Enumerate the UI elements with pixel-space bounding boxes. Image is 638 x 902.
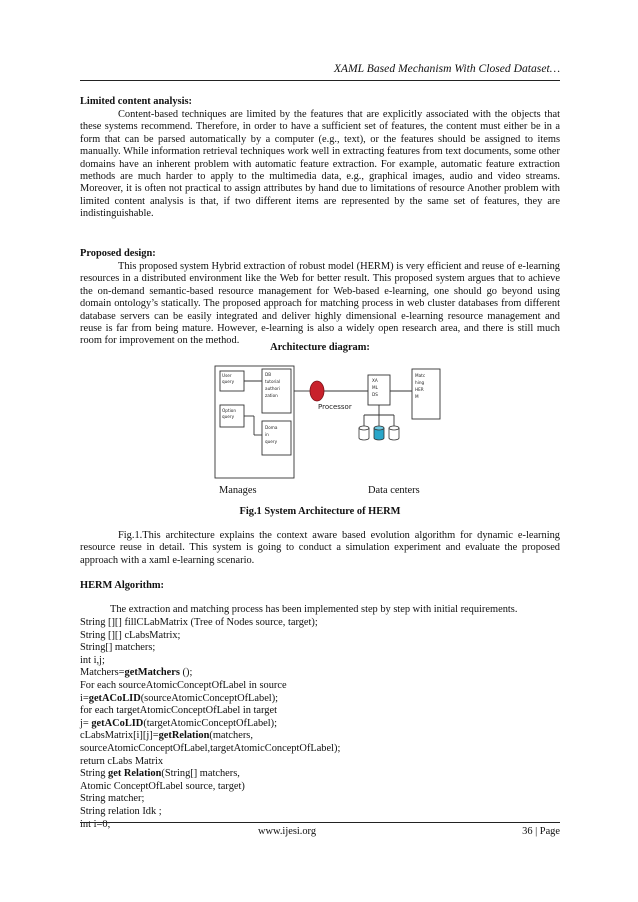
architecture-diagram <box>214 365 444 480</box>
matching-label-4: M <box>415 394 419 399</box>
option-query-label-2: query <box>222 414 235 419</box>
code-function-name: get Relation <box>108 768 162 780</box>
label-data-centers: Data centers <box>368 485 420 496</box>
processor-node <box>310 381 324 401</box>
code-text: For each sourceAtomicConceptOfLabel in source <box>80 679 287 691</box>
code-line <box>80 743 560 756</box>
user-query-label-2: query <box>222 379 235 384</box>
figure-caption: Fig.1 System Architecture of HERM <box>239 506 401 517</box>
code-function-name: getACoLID <box>91 717 144 729</box>
code-text: int i,j; <box>80 654 105 666</box>
label-manages: Manages <box>219 485 257 496</box>
code-text: int i=0; <box>80 818 111 830</box>
db-label-2: tutorial <box>265 379 281 384</box>
matching-label-3: HER <box>415 387 424 392</box>
code-text: Matchers= <box>80 667 125 679</box>
matching-label-1: Matc <box>415 373 426 378</box>
domain-label-1: Doma <box>265 425 278 430</box>
matching-label-2: hing <box>415 380 425 385</box>
code-text: for each targetAtomicConceptOfLabel in target <box>80 705 277 717</box>
code-text: i= <box>80 692 89 704</box>
code-text: String [][] cLabsMatrix; <box>80 629 181 641</box>
code-text: (targetAtomicConceptOfLabel); <box>143 717 277 729</box>
algorithm-intro-text: The extraction and matching process has been implemented step by step with initial requirements. <box>110 604 518 615</box>
code-text: (String[] matchers, <box>161 768 240 780</box>
running-header: XAML Based Mechanism With Closed Dataset… <box>333 62 560 75</box>
user-query-label-1: User <box>222 373 232 378</box>
code-text: return cLabs Matrix <box>80 755 164 767</box>
header-rule <box>80 80 560 81</box>
code-text: sourceAtomicConceptOfLabel,targetAtomicConceptOfLabel); <box>80 742 341 754</box>
code-function-name: getRelation <box>158 730 210 742</box>
option-query-label-1: Option <box>222 408 236 413</box>
code-line <box>80 781 560 794</box>
code-text: Atomic ConceptOfLabel source, target) <box>80 780 245 792</box>
code-text: String [][] fillCLabMatrix (Tree of Nodes source, target); <box>80 617 318 628</box>
paragraph-text: Fig.1.This architecture explains the context aware based evolution algorithm for dynamic e-learning resource reuse in detail. This system is going to conduct a simulation experiment and evaluate the proposed approach with a xaml e-learning scenario. <box>80 530 560 566</box>
code-function-name: getMatchers <box>124 667 180 679</box>
code-line <box>80 655 560 668</box>
footer-site: www.ijesi.org <box>258 826 317 837</box>
architecture-diagram-heading: Architecture diagram: <box>270 342 370 353</box>
xaml-label-3: DS <box>372 392 378 397</box>
code-line <box>80 730 560 743</box>
code-line <box>80 793 560 806</box>
code-line <box>80 806 560 819</box>
architecture-svg <box>214 365 444 480</box>
code-line <box>80 693 560 706</box>
code-line <box>80 667 560 680</box>
paragraph-text: This proposed system Hybrid extraction of robust model (HERM) is very efficient and reuse of e-learning resources in a distributed environment like the Web for better result. This proposed system argues that to achieve the on-demand semantic-based resource management for Web-based e-learning, one should go beyond using domain ontology’s statically. The proposed approach for matching process in web cluster databases from different database servers can be easily integrated and deliver highly dimensional e-learning resource management and reuse is far from being mature. However, e-learning is also a widely open research area, and there is still much room for improvement on the method. <box>80 261 560 347</box>
code-text: (); <box>179 667 193 679</box>
paragraph-figure-explanation <box>80 530 560 567</box>
xaml-label-1: XA <box>372 378 378 383</box>
paragraph-limited-content-analysis <box>80 109 560 221</box>
code-text: j= <box>80 717 92 729</box>
code-line <box>80 768 560 781</box>
code-text: (sourceAtomicConceptOfLabel); <box>140 692 279 704</box>
paragraph-text: Content-based techniques are limited by the features that are explicitly associated with the objects that these systems recommend. Therefore, in order to have a sufficient set of features, the content must either be in a form that can be parsed automatically by a computer (e.g., text), or the features should be assigned to items manually. While information retrieval techniques work well in extracting features from text documents, some other domains have an inherent problem with automatic feature extraction. For example, automatic feature extraction methods are much harder to apply to the multimedia data, e.g., graphical images, audio and video streams. Moreover, it is often not practical to assign attributes by hand due to limitations of resource Another problem with limited content analysis is that, if two different items are represented by the same set of features, they are indistinguishable. <box>80 109 560 220</box>
processor-label: Processor <box>318 403 352 411</box>
code-text: cLabsMatrix[i][j]= <box>80 730 159 742</box>
code-line <box>80 630 560 643</box>
code-line <box>80 680 560 693</box>
heading-herm-algorithm: HERM Algorithm: <box>80 580 164 591</box>
code-text: (matchers, <box>209 730 253 742</box>
paragraph-proposed-design <box>80 261 560 348</box>
code-text: String[] matchers; <box>80 642 156 654</box>
code-text: String matcher; <box>80 793 145 805</box>
code-text: String <box>80 768 109 780</box>
db-label-1: DB <box>265 372 272 377</box>
code-line <box>80 718 560 731</box>
db-label-3: authori <box>265 386 280 391</box>
data-center-cylinders <box>359 426 399 440</box>
code-line <box>80 617 560 630</box>
heading-limited-content-analysis: Limited content analysis: <box>80 96 192 107</box>
code-line <box>80 705 560 718</box>
db-label-4: zation <box>265 393 278 398</box>
heading-proposed-design: Proposed design: <box>80 248 156 259</box>
algorithm-code <box>80 617 560 831</box>
xaml-label-2: ML <box>372 385 378 390</box>
code-line <box>80 642 560 655</box>
code-function-name: getACoLID <box>88 692 141 704</box>
domain-label-2: in <box>265 432 269 437</box>
footer-page-number: 36 | Page <box>522 826 560 837</box>
code-line <box>80 756 560 769</box>
footer-rule <box>80 822 560 823</box>
code-line <box>80 819 560 832</box>
code-text: String relation Idk ; <box>80 805 162 817</box>
algorithm-intro <box>80 604 560 616</box>
domain-label-3: query <box>265 439 278 444</box>
